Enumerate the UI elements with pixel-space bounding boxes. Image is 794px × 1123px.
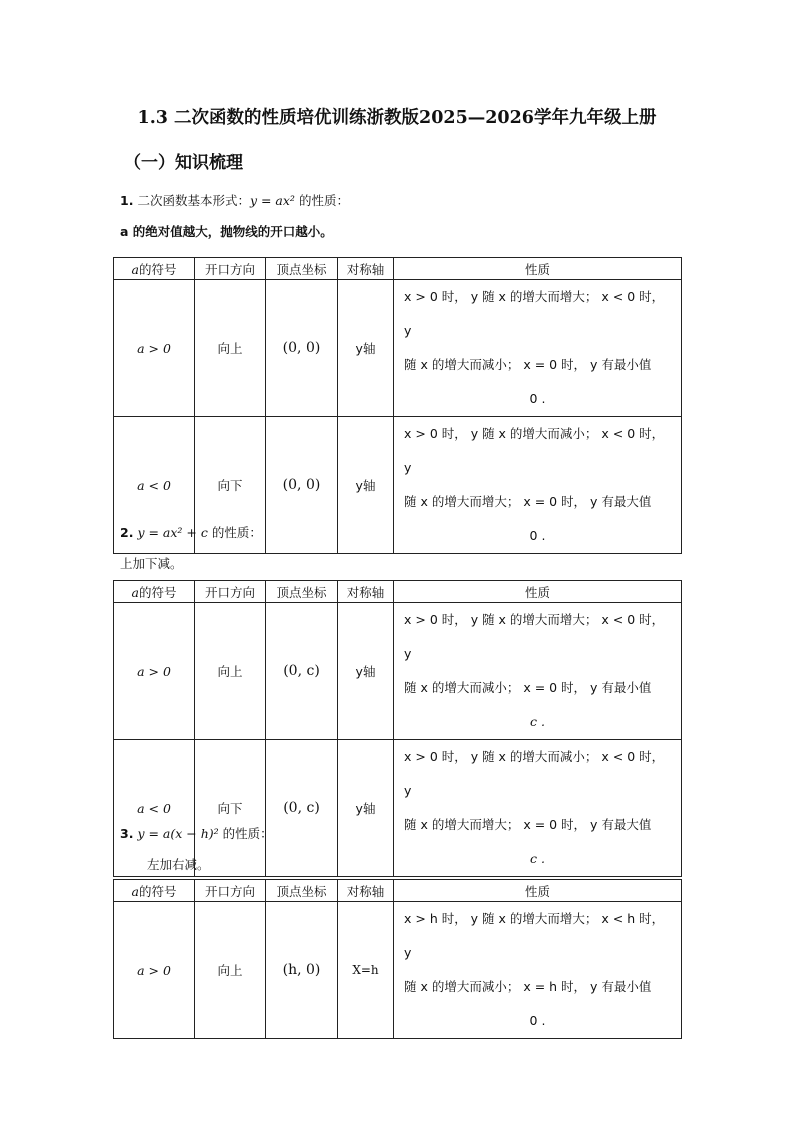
table-row (114, 280, 682, 417)
header-vertex: 顶点坐标 (266, 880, 338, 902)
header-property: 性质 (394, 880, 682, 902)
part3-heading (120, 824, 273, 842)
property-line: 随 x 的增大而减小； x = 0 时， y 有最小值 (404, 357, 652, 372)
cell-axis: y轴 (338, 740, 394, 877)
table-header-row (114, 880, 682, 902)
table-row (114, 603, 682, 740)
header-axis: 对称轴 (338, 581, 394, 603)
cell-vertex: (0, c) (266, 740, 338, 877)
cell-axis: X=h (338, 902, 394, 1039)
property-line: x > 0 时， y 随 x 的增大而减小； x < 0 时， y (404, 749, 665, 798)
property-line: 0 . (529, 391, 546, 406)
header-open: 开口方向 (195, 581, 266, 603)
property-line: x > 0 时， y 随 x 的增大而增大； x < 0 时， y (404, 612, 665, 661)
part3-note: 左加右减。 (147, 857, 210, 872)
cell-vertex: (0, 0) (266, 417, 338, 554)
cell-property (394, 280, 682, 417)
table-part3 (113, 879, 682, 1039)
table-row (114, 902, 682, 1039)
property-line: x > 0 时， y 随 x 的增大而减小； x < 0 时， y (404, 426, 665, 475)
part2-number: 2. (120, 525, 134, 540)
header-open: 开口方向 (195, 880, 266, 902)
header-sign: a的符号 (114, 258, 195, 280)
document-title: 1.3 二次函数的性质培优训练浙教版2025—2026学年九年级上册 (137, 108, 657, 128)
cell-axis: y轴 (338, 417, 394, 554)
property-line: c . (530, 714, 545, 729)
property-line: 随 x 的增大而减小； x = 0 时， y 有最小值 (404, 680, 652, 695)
cell-axis: y轴 (338, 603, 394, 740)
property-line: 随 x 的增大而增大； x = 0 时， y 有最大值 (404, 494, 652, 509)
header-sign: a的符号 (114, 581, 195, 603)
cell-vertex: (h, 0) (266, 902, 338, 1039)
part2-heading (120, 523, 262, 541)
cell-property (394, 417, 682, 554)
table-part1 (113, 257, 682, 554)
part1-number: 1. (120, 193, 134, 208)
cell-open: 向上 (195, 280, 266, 417)
property-line: 0 . (529, 528, 546, 543)
part1-heading (120, 191, 349, 209)
cell-sign: a < 0 (114, 740, 195, 877)
cell-sign: a > 0 (114, 280, 195, 417)
header-axis: 对称轴 (338, 258, 394, 280)
header-property: 性质 (394, 581, 682, 603)
property-line: 随 x 的增大而增大； x = 0 时， y 有最大值 (404, 817, 652, 832)
cell-axis: y轴 (338, 280, 394, 417)
property-line: 随 x 的增大而减小； x = h 时， y 有最小值 (404, 979, 652, 994)
cell-open: 向上 (195, 902, 266, 1039)
part1-formula: y = ax² (249, 193, 295, 208)
table-header-row (114, 258, 682, 280)
part2-suffix: 的性质： (211, 525, 262, 540)
header-vertex: 顶点坐标 (266, 581, 338, 603)
property-line: x > 0 时， y 随 x 的增大而增大； x < 0 时， y (404, 289, 665, 338)
cell-open: 向上 (195, 603, 266, 740)
cell-open: 向下 (195, 740, 266, 877)
table-header-row (114, 581, 682, 603)
part1-label: 二次函数基本形式： (137, 193, 250, 208)
cell-property (394, 902, 682, 1039)
header-vertex: 顶点坐标 (266, 258, 338, 280)
cell-sign: a > 0 (114, 902, 195, 1039)
part1-note: a 的绝对值越大，抛物线的开口越小。 (120, 224, 333, 239)
part3-formula: y = a(x − h)² (137, 826, 219, 841)
header-open: 开口方向 (195, 258, 266, 280)
cell-open: 向下 (195, 417, 266, 554)
cell-sign: a > 0 (114, 603, 195, 740)
part1-suffix: 的性质： (298, 193, 349, 208)
part2-formula: y = ax² + c (137, 525, 208, 540)
header-sign: a的符号 (114, 880, 195, 902)
cell-property (394, 740, 682, 877)
header-axis: 对称轴 (338, 880, 394, 902)
property-line: c . (530, 851, 545, 866)
part3-number: 3. (120, 826, 134, 841)
section-heading: （一）知识梳理 (124, 153, 243, 173)
header-property: 性质 (394, 258, 682, 280)
property-line: 0 . (529, 1013, 546, 1028)
property-line: x > h 时， y 随 x 的增大而增大； x < h 时， y (404, 911, 665, 960)
cell-vertex: (0, c) (266, 603, 338, 740)
cell-sign: a < 0 (114, 417, 195, 554)
cell-property (394, 603, 682, 740)
part3-suffix: 的性质： (222, 826, 273, 841)
cell-vertex: (0, 0) (266, 280, 338, 417)
part2-note: 上加下减。 (120, 556, 183, 571)
